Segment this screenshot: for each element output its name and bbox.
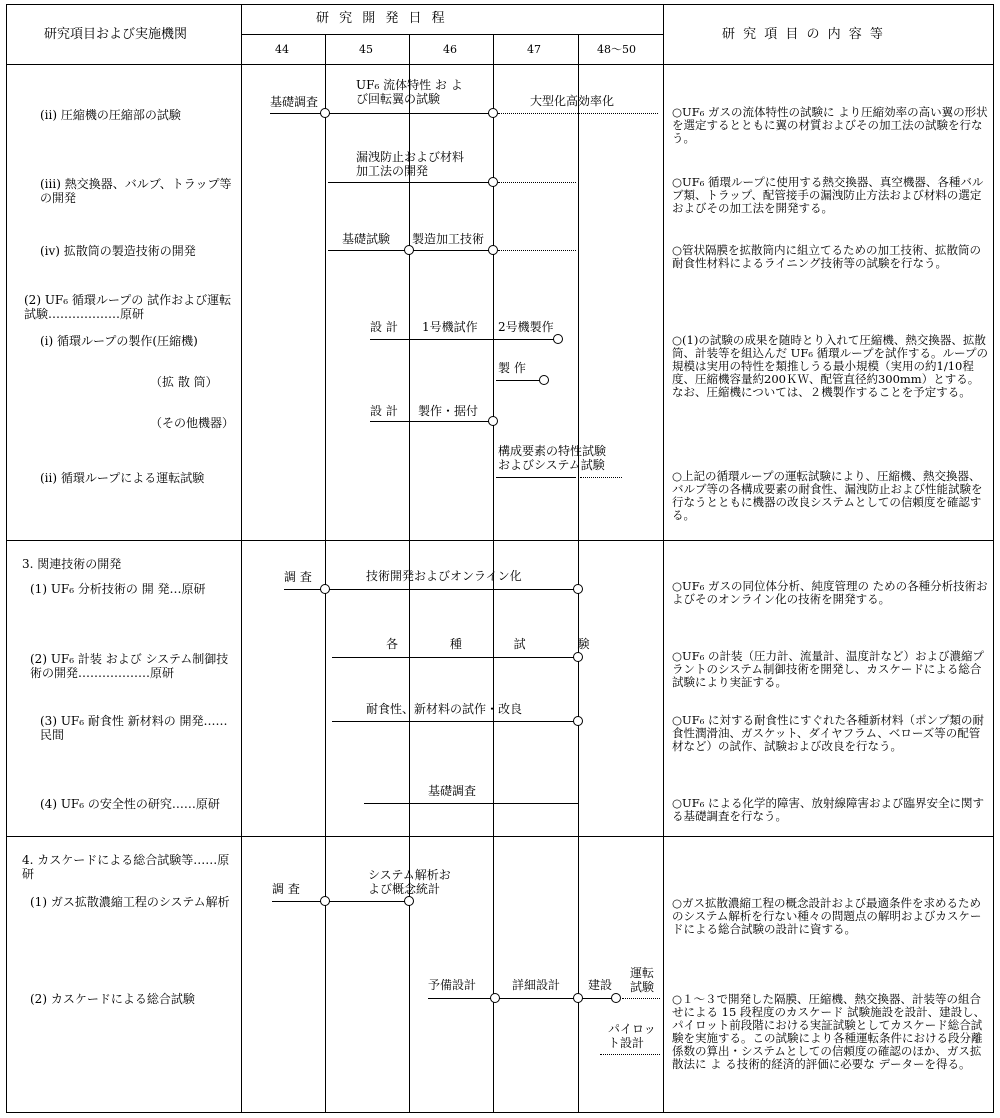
row-content-r10: ○UF₆ の計装（圧力計、流量計、温度計など）および濃縮プラントのシステム制御技術を開発し、カスケードによる総合試験により実証する。 xyxy=(672,649,984,689)
header-col3: 研 究 項 目 の 内 容 等 xyxy=(722,27,885,42)
bar-label: 製造加工技術 xyxy=(412,232,485,246)
milestone-marker xyxy=(490,993,500,1003)
row-content-r2: ○UF₆ 循環ループに使用する熱交換器、真空機器、各種バルブ類、トラップ、配管接手の漏洩防止方法および材料の選定およびその加工法を開発する。 xyxy=(672,175,984,215)
bar-label: 建設 xyxy=(588,978,613,992)
row-label-r14: (2) カスケードによる総合試験 xyxy=(30,992,195,1006)
schedule-bar-dotted xyxy=(622,998,660,999)
frame-left xyxy=(6,4,7,1113)
bar-label: UF₆ 流体特性 お よび回転翼の試験 xyxy=(356,78,463,106)
frame-bottom xyxy=(6,1112,994,1113)
row-label-r7: （その他機器） xyxy=(150,416,235,430)
row-content-r8: ○上記の循環ループの運転試験により、圧縮機、熱交換器、バルブ等の各構成要素の耐食性、漏洩防止および性能試験を行なうとともに機器の改良システムとしての信頼度を確認する。 xyxy=(672,469,983,522)
row-label-r3: (iv) 拡散筒の製造技術の開発 xyxy=(40,244,196,258)
schedule-bar xyxy=(270,113,493,114)
bar-label: 設 計 xyxy=(370,320,398,334)
milestone-marker xyxy=(611,993,621,1003)
year-line-45 xyxy=(325,34,326,1112)
row-label-r10: (2) UF₆ 計装 および システム制御技術の開発………………原研 xyxy=(30,652,229,680)
bar-label: 1号機試作 xyxy=(422,320,478,334)
bar-label: 2号機製作 xyxy=(498,320,554,334)
milestone-marker xyxy=(553,334,563,344)
bar-label: パイロット設計 xyxy=(608,1022,656,1050)
row-label-r11: (3) UF₆ 耐食性 新材料の 開発……民間 xyxy=(40,714,228,742)
row-label-r6: （拡 散 筒） xyxy=(150,375,218,389)
bar-label: 製 作 xyxy=(498,361,526,375)
schedule-bar xyxy=(332,721,576,722)
header-col1: 研究項目および実施機関 xyxy=(44,27,188,42)
bar-label: 基礎調査 xyxy=(428,784,477,798)
bar-label: システム解析お よび概念統計 xyxy=(368,868,451,896)
schedule-bar xyxy=(496,477,576,478)
schedule-bar xyxy=(370,339,555,340)
section-divider-4 xyxy=(6,836,994,837)
schedule-bar xyxy=(496,380,540,381)
frame-right xyxy=(993,4,994,1113)
schedule-bar xyxy=(364,803,578,804)
row-content-r11: ○UF₆ に対する耐食性にすぐれた各種新材料（ポンプ類の耐食性潤滑油、ガスケット、ダイヤフラム、ベローズ等の配管材など）の試作、試験および改良を行なう。 xyxy=(672,713,984,753)
milestone-marker xyxy=(488,108,498,118)
schedule-bar-dotted xyxy=(498,250,576,251)
row-content-r3: ○管状隔膜を拡散筒内に組立てるための加工技術、拡散筒の耐食性材料によるライニング技術等の試験を行なう。 xyxy=(672,243,982,270)
milestone-marker xyxy=(488,177,498,187)
bar-label: 技術開発およびオンライン化 xyxy=(366,569,522,583)
row-label-r4: (2) UF₆ 循環ループの 試作および運転試験………………原研 xyxy=(24,293,232,321)
bar-label: 構成要素の特性試験 xyxy=(498,444,607,458)
milestone-marker xyxy=(573,584,583,594)
schedule-bar-dotted xyxy=(498,182,576,183)
bar-label: 基礎調査 xyxy=(270,95,319,109)
year-48-50: 48〜50 xyxy=(597,43,636,56)
milestone-marker xyxy=(573,993,583,1003)
section-4-title: 4. カスケードによる総合試験等……原研 xyxy=(22,853,230,881)
milestone-marker xyxy=(320,108,330,118)
bar-label: 予備設計 xyxy=(428,978,477,992)
bar-label: 漏洩防止および材料加工法の開発 xyxy=(356,150,465,178)
bar-label: 調 査 xyxy=(272,882,300,896)
row-content-r5: ○(1)の試験の成果を随時とり入れて圧縮機、熱交換器、拡散筒、計装等を組込んだ UF₆ 循環ループを試作する。ループの規模は実用の特性を類推しうる最小規模（実用の約1/10程度、圧縮機容量約200ＫＷ、配管直径約300mm）とする。 なお、圧縮機については、２機製作することを予定する。 xyxy=(672,333,988,399)
bar-label: 設 計 xyxy=(370,404,398,418)
year-47: 47 xyxy=(527,43,541,56)
bar-label: およびシステム試験 xyxy=(498,458,605,472)
schedule-bar xyxy=(428,998,620,999)
milestone-marker xyxy=(320,896,330,906)
bar-label: 調 査 xyxy=(284,570,312,584)
row-label-r9: (1) UF₆ 分析技術の 開 発…原研 xyxy=(30,582,206,596)
schedule-bar-dotted xyxy=(580,477,622,478)
milestone-marker xyxy=(320,584,330,594)
schedule-subheader-line xyxy=(241,34,663,35)
schedule-bar xyxy=(272,901,406,902)
year-44: 44 xyxy=(275,43,289,56)
section-3-title: 3. 関連技術の開発 xyxy=(22,557,122,571)
milestone-marker xyxy=(573,652,583,662)
year-46: 46 xyxy=(443,43,457,56)
year-45: 45 xyxy=(359,43,373,56)
row-content-r13: ○ガス拡散濃縮工程の概念設計および最適条件を求めるためのシステム解析を行ない種々の問題点の解明およびカスケードによる総合試験の設計に資する。 xyxy=(672,896,982,936)
header-schedule-title: 研 究 開 発 日 程 xyxy=(316,11,448,26)
header-bottom xyxy=(6,64,994,65)
schedule-bar xyxy=(370,421,490,422)
section-divider-3 xyxy=(6,540,994,541)
bar-label: 基礎試験 xyxy=(342,232,391,246)
schedule-bar-dotted xyxy=(600,1054,660,1055)
milestone-marker xyxy=(404,245,414,255)
schedule-bar-dotted xyxy=(498,113,658,114)
bar-label: 運転試験 xyxy=(630,966,655,994)
col-divider-2 xyxy=(663,4,664,1113)
bar-label: 製作・据付 xyxy=(418,404,479,418)
row-label-r8: (ii) 循環ループによる運転試験 xyxy=(40,471,205,485)
row-label-r5: (i) 循環ループの製作(圧縮機) xyxy=(40,334,198,348)
milestone-marker xyxy=(488,245,498,255)
milestone-marker xyxy=(404,896,414,906)
row-label-r12: (4) UF₆ の安全性の研究……原研 xyxy=(40,797,220,811)
schedule-bar xyxy=(332,657,576,658)
row-label-r2: (iii) 熱交換器、バルブ、トラップ等の開発 xyxy=(40,177,232,205)
bar-label: 大型化高効率化 xyxy=(530,94,615,108)
bar-label: 各 種 試 験 xyxy=(386,637,614,651)
schedule-bar xyxy=(328,182,493,183)
row-label-r1: (ii) 圧縮機の圧縮部の試験 xyxy=(40,108,181,122)
milestone-marker xyxy=(573,716,583,726)
milestone-marker xyxy=(539,375,549,385)
bar-label: 耐食性、新材料の試作・改良 xyxy=(366,702,523,716)
row-content-r1: ○UF₆ ガスの流体特性の試験に より圧縮効率の高い翼の形状を選定するとともに翼の材質およびその加工法の試験を行なう。 xyxy=(672,105,988,145)
row-content-r9: ○UF₆ ガスの同位体分析、純度管理の ための各種分析技術およびそのオンライン化の技術を開発する。 xyxy=(672,579,988,606)
row-content-r14: ○１〜３で開発した隔膜、圧縮機、熱交換器、計装等の組合せによる 15 段程度のカスケード 試験施設を設計、建設し、パイロット前段階における実証試験としてカスケード総合試験を実施する。この試験により各種運転条件における段分離係数の算出・システムとしての信頼度の確認のほか、ガス拡散法に よ る技術的経済的評価に必要な データーを得る。 xyxy=(672,992,986,1071)
bar-label: 詳細設計 xyxy=(512,978,561,992)
row-label-r13: (1) ガス拡散濃縮工程のシステム解析 xyxy=(30,895,230,909)
col-divider-1 xyxy=(241,4,242,1113)
row-content-r12: ○UF₆ による化学的障害、放射線障害および臨界安全に関する基礎調査を行なう。 xyxy=(672,796,984,823)
frame-top xyxy=(6,4,994,5)
milestone-marker xyxy=(488,416,498,426)
year-line-48 xyxy=(578,34,579,1112)
